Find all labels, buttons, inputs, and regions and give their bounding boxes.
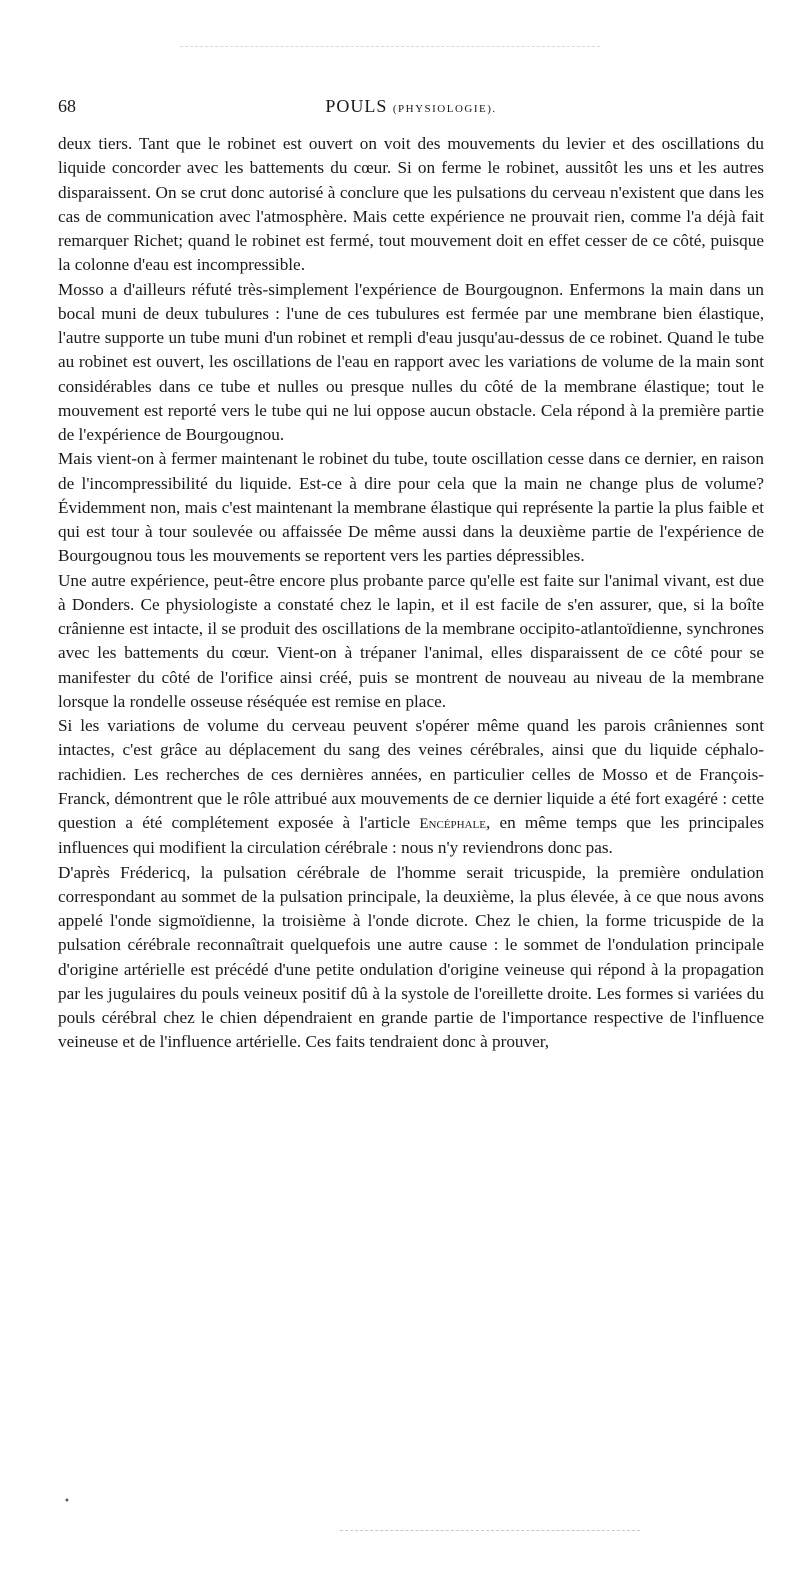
paragraph: Mosso a d'ailleurs réfuté très-simplement l'expérience de Bourgougnon. Enfermons la main dans un bocal muni de deux tubulures : l'une de ces tubulures est fermée par une membrane bien élastique, l'autre supporte un tube muni d'un robinet et rempli d'eau jusqu'au-dessus de ce robinet. Quand le tube au robinet est ouvert, les oscillations de l'eau en rapport avec les variations de volume de la main sont considérables dans ce tube et nulles ou presque nulles du côté de la membrane élastique; tout le mouvement est reporté vers le tube qui ne lui oppose aucun obstacle. Cela répond à la première partie de l'expérience de Bourgougnou.	[58, 279, 764, 444]
paragraph	[58, 714, 764, 861]
paragraph-text: Si les variations de volume du cerveau peuvent s'opérer même quand les parois crâniennes sont intactes, c'est grâce au déplacement du sang des veines cérébrales, ainsi que du liquide céphalo-rachidien. Les recherches de ces dernières années, en particulier celles de Mosso et de François-Franck, démontrent que le rôle attribué aux mouvements de ce dernier liquide a été fort exagéré : cette question a été complétement exposée à l'article	[58, 716, 764, 832]
running-head-sub: (PHYSIOLOGIE).	[392, 103, 497, 115]
scan-artifact-bottom	[340, 1530, 640, 1535]
scan-speck: •	[64, 1496, 70, 1507]
paragraph-text: , en même temps que les principales influences qui modifient la circulation cérébrale : nous n'y reviendrons donc pas.	[58, 813, 764, 858]
paragraph: Une autre expérience, peut-être encore plus probante parce qu'elle est faite sur l'animal vivant, est due à Donders. Ce physiologiste a constaté chez le lapin, et il est facile de s'en assurer, que, si la boîte crânienne est intacte, il se produit des oscillations de la membrane occipito-atlantoïdienne, synchrones avec les battements du cœur. Vient-on à trépaner l'animal, elles disparaissent de ce côté pour se manifester du côté de l'orifice ainsi créé, puis se montrent de nouveau au niveau de la membrane lorsque la rondelle osseuse réséquée est remise en place.	[58, 570, 764, 711]
cross-reference: Encéphale	[419, 816, 486, 832]
page-number: 68	[58, 96, 76, 116]
paragraph: Mais vient-on à fermer maintenant le robinet du tube, toute oscillation cesse dans ce dernier, en raison de l'incompressibilité du liquide. Est-ce à dire pour cela que la main ne change plus de volume? Évidemment non, mais c'est maintenant la membrane élastique qui représente la partie la plus faible et qui est tour à tour soulevée ou affaissée De même aussi dans la deuxième partie de l'expérience de Bourgougnou tous les mouvements se reportent vers les parties dépressibles.	[58, 449, 764, 566]
paragraph: deux tiers. Tant que le robinet est ouvert on voit des mouvements du levier et des oscillations du liquide concorder avec les battements du cœur. Si on ferme le robinet, aussitôt les uns et les autres disparaissent. On se crut donc autorisé à conclure que les pulsations du cerveau n'existent que dans les cas de communication avec l'atmosphère. Mais cette expérience ne prouvait rien, comme l'a déjà fait remarquer Richet; quand le robinet est fermé, tout mouvement doit en effet cesser de ce côté, puisque la colonne d'eau est incompressible.	[58, 134, 764, 275]
running-head-main: POULS	[325, 96, 388, 116]
running-head	[58, 96, 764, 117]
page-header	[58, 96, 764, 126]
body-text	[58, 132, 764, 1055]
paragraph: D'après Frédericq, la pulsation cérébrale de l'homme serait tricuspide, la première ondulation correspondant au sommet de la pulsation principale, la deuxième, la plus élevée, à ce que nous avons appelé l'onde sigmoïdienne, la troisième à l'onde dicrote. Chez le chien, la forme tricuspide de la pulsation cérébrale reconnaîtrait quelquefois une autre cause : le sommet de l'ondulation principale d'origine artérielle est précédé d'une petite ondulation d'origine veineuse qui répond à la propagation par les jugulaires du pouls veineux positif dû à la systole de l'oreillette droite. Les formes si variées du pouls cérébral chez le chien dépendraient en grande partie de l'importance respective de l'influence veineuse et de l'influence artérielle. Ces faits tendraient donc à prouver,	[58, 862, 764, 1052]
scan-artifact-top	[180, 46, 600, 51]
